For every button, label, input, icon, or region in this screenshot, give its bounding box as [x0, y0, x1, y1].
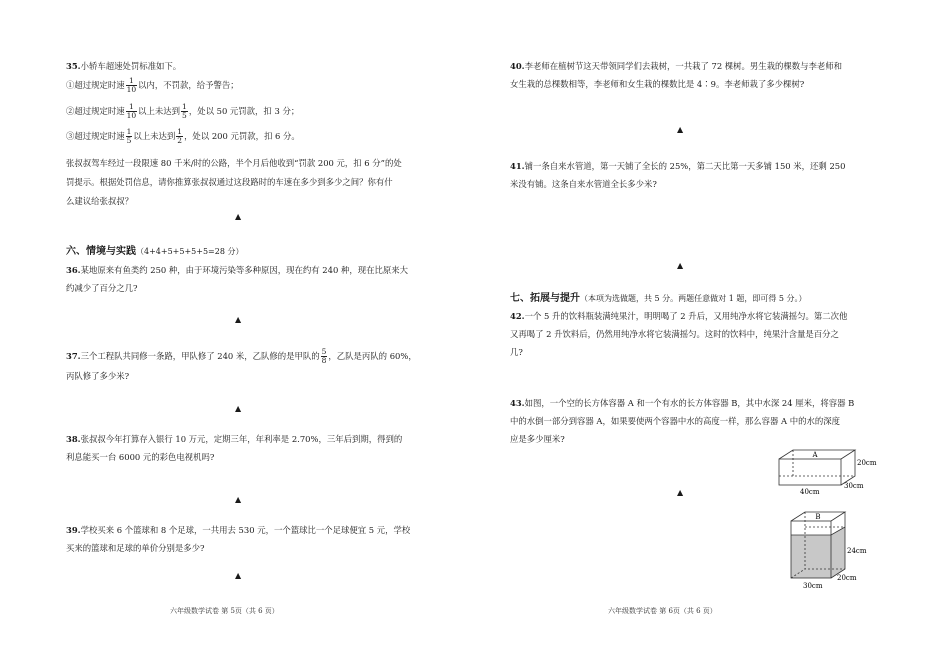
container-b-depth: 20cm	[837, 574, 857, 582]
rule-text: 以上未达到	[138, 106, 181, 116]
question-35	[66, 60, 436, 73]
question-text: 李老师在植树节这天带领同学们去栽树，一共栽了 72 棵树。男生栽的棵数与李老师和	[524, 61, 843, 71]
front-face	[779, 459, 841, 485]
question-number: 38.	[66, 434, 81, 444]
fraction: $\frac{5}{8}$	[321, 347, 327, 365]
question-39	[66, 524, 436, 555]
section-title: 六、情境与实践	[66, 246, 136, 257]
question-text: 某地原来有鱼类约 250 种，由于环境污染等多种原因，现在约有 240 种，现在比原来大	[80, 265, 408, 275]
answer-marker: ▲	[235, 315, 242, 324]
answer-marker: ▲	[235, 212, 242, 221]
question-text: 买来的篮球和足球的单价分别是多少?	[66, 543, 205, 553]
question-text: 米没有铺。这条自来水管道全长多少米?	[510, 179, 657, 189]
fraction: $\frac{1}{5}$	[182, 102, 187, 120]
question-number: 43.	[510, 398, 525, 408]
section-title: 七、拓展与提升	[510, 293, 580, 304]
question-37	[66, 348, 436, 383]
question-text: 几?	[510, 347, 523, 357]
hidden-edges	[793, 450, 855, 476]
question-38	[66, 433, 436, 464]
question-text: 小轿车超速处罚标准如下。	[80, 61, 182, 71]
question-number: 36.	[66, 265, 81, 275]
rule-text: ，处以 50 元罚款，扣 3 分；	[188, 106, 300, 116]
question-number: 35.	[66, 61, 81, 71]
rule-1	[66, 77, 436, 94]
question-text: 一个 5 升的饮料瓶装满纯果汁，明明喝了 2 升后，又用纯净水将它装满摇匀。第二次他	[524, 311, 848, 321]
question-text: 利息能买一台 6000 元的彩色电视机吗?	[66, 452, 215, 462]
question-42	[510, 310, 884, 359]
page-footer: 六年级数学试卷 第 6页（共 6 页）	[608, 607, 717, 615]
fraction: $\frac{1}{5}$	[126, 127, 132, 145]
question-text: 学校买来 6 个篮球和 8 个足球，一共用去 530 元，一个篮球比一个足球便宜 5 元，学校	[80, 525, 411, 535]
container-b-water-depth: 24cm	[847, 547, 867, 555]
question-text: 张叔叔驾车经过一段限速 80 千米/时的公路，半个月后他收到“罚款 200 元，扣 6 分”的处	[66, 158, 402, 168]
question-text: 罚提示。根据处罚信息，请你推算张叔叔通过这段路时的车速在多少到多少之间？你有什	[66, 177, 393, 187]
question-number: 41.	[510, 161, 525, 171]
rule-text: ②超过规定时速	[66, 106, 125, 116]
question-43	[510, 397, 884, 446]
container-a-figure	[775, 447, 885, 499]
question-40	[510, 60, 884, 91]
question-text: 应是多少厘米?	[510, 434, 565, 444]
container-a-depth: 30cm	[844, 482, 864, 490]
question-text: 约减少了百分之几?	[66, 283, 138, 293]
answer-marker: ▲	[235, 495, 242, 504]
container-a-label: A	[812, 451, 818, 459]
question-number: 42.	[510, 311, 525, 321]
question-text: 中的水倒一部分到容器 A，如果要使两个容器中水的高度一样，那么容器 A 中的水的深度	[510, 416, 840, 426]
question-number: 37.	[66, 351, 81, 361]
question-41	[510, 160, 884, 191]
question-text: 三个工程队共同修一条路，甲队修了 240 米，乙队修的是甲队的	[80, 351, 320, 361]
question-text: 丙队修了多少米?	[66, 371, 130, 381]
rule-text: 以内，不罚款，给予警告；	[138, 80, 239, 90]
fraction: $\frac{1}{10}$	[126, 102, 137, 120]
question-text: 铺一条自来水管道，第一天铺了全长的 25%，第二天比第一天多铺 150 米，还剩 250	[524, 161, 846, 171]
fraction: $\frac{1}{2}$	[177, 127, 183, 145]
container-b-figure	[785, 508, 885, 592]
fraction: $\frac{1}{10}$	[126, 76, 137, 94]
container-a-height: 20cm	[857, 459, 877, 467]
container-a-width: 40cm	[800, 488, 820, 496]
question-number: 39.	[66, 525, 81, 535]
question-35-body	[66, 157, 436, 208]
answer-marker: ▲	[677, 125, 684, 134]
rule-text: ，处以 200 元罚款，扣 6 分。	[184, 131, 300, 141]
section-7-heading	[510, 292, 890, 305]
question-text: 张叔叔今年打算存入银行 10 万元，定期三年，年利率是 2.70%，三年后到期，得到的	[80, 434, 403, 444]
answer-marker: ▲	[677, 488, 684, 497]
question-number: 40.	[510, 61, 525, 71]
answer-marker: ▲	[677, 261, 684, 270]
side-face	[841, 450, 855, 485]
question-36	[66, 264, 436, 295]
rule-text: ③超过规定时速	[66, 131, 125, 141]
container-b-label: B	[815, 513, 821, 521]
section-6-heading	[66, 245, 436, 258]
section-note: （本项为选做题，共 5 分。两题任意做对 1 题，即可得 5 分。）	[580, 294, 807, 303]
section-note: （4+4+5+5+5+5=28 分）	[136, 247, 244, 256]
question-text: ，乙队是丙队的 60%，	[328, 351, 417, 361]
rule-2	[66, 103, 436, 120]
question-text: 又再喝了 2 升饮料后，仍然用纯净水将它装满摇匀。这时的饮料中，纯果汁含量是百分之	[510, 329, 839, 339]
container-b-width: 30cm	[803, 582, 823, 590]
page-footer: 六年级数学试卷 第 5页（共 6 页）	[170, 607, 279, 615]
question-text: 么建议给张叔叔？	[66, 196, 133, 206]
rule-text: ①超过规定时速	[66, 80, 125, 90]
rule-3	[66, 128, 436, 145]
answer-marker: ▲	[235, 571, 242, 580]
question-text: 女生栽的总棵数相等，李老师和女生栽的棵数比是 4∶9。李老师栽了多少棵树?	[510, 79, 805, 89]
rule-text: 以上未达到	[133, 131, 176, 141]
question-text: 如图，一个空的长方体容器 A 和一个有水的长方体容器 B，其中水深 24 厘米，将容器 B	[524, 398, 855, 408]
answer-marker: ▲	[235, 404, 242, 413]
